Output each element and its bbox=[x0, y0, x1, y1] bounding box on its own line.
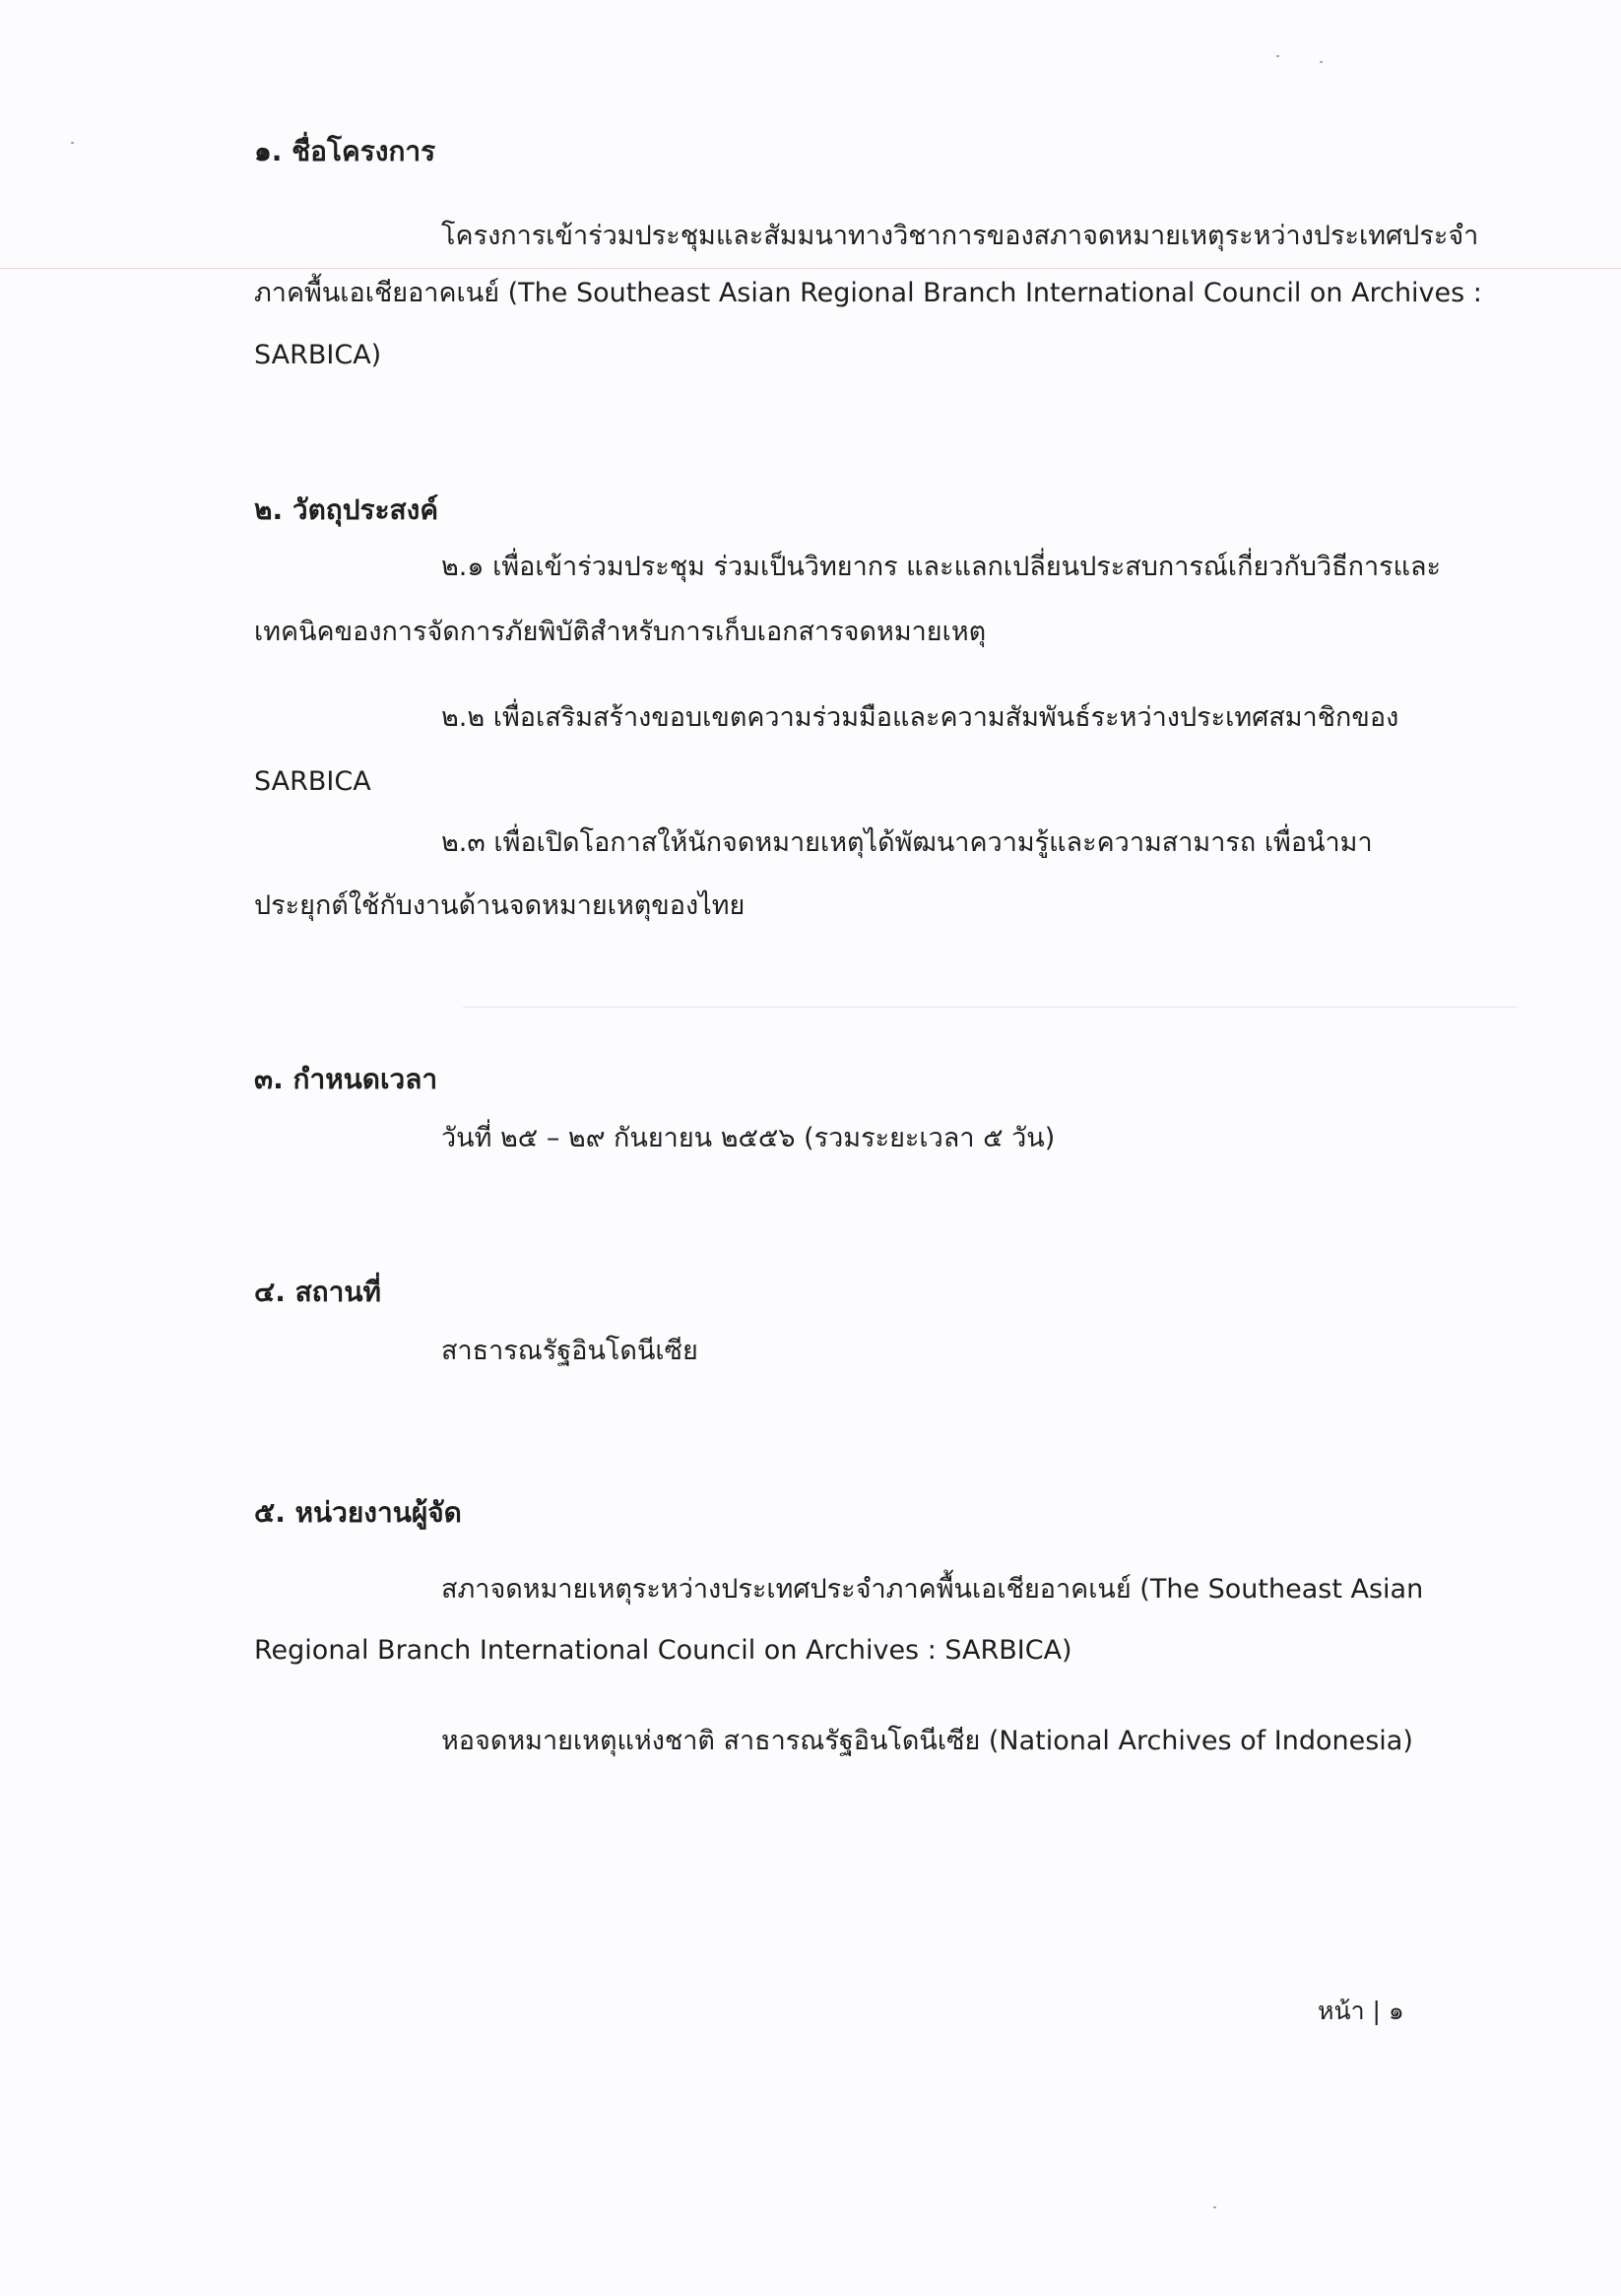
section-1-line-1: โครงการเข้าร่วมประชุมและสัมมนาทางวิชาการของสภาจดหมายเหตุระหว่างประเทศประจำ bbox=[441, 221, 1479, 251]
scan-artifact-rule bbox=[463, 1007, 1517, 1008]
scan-speck bbox=[1320, 61, 1323, 63]
objective-3-line-2: ประยุกต์ใช้กับงานด้านจดหมายเหตุของไทย bbox=[254, 890, 746, 921]
objective-1-line-2: เทคนิคของการจัดการภัยพิบัติสำหรับการเก็บเอกสารจดหมายเหตุ bbox=[254, 617, 987, 647]
section-3-line-1: วันที่ ๒๕ – ๒๙ กันยายน ๒๕๕๖ (รวมระยะเวลา ๕ วัน) bbox=[441, 1123, 1056, 1153]
scan-speck bbox=[71, 142, 74, 144]
section-3-heading: ๓. กำหนดเวลา bbox=[254, 1063, 438, 1095]
section-4-line-1: สาธารณรัฐอินโดนีเซีย bbox=[441, 1336, 698, 1366]
section-2-heading: ๒. วัตถุประสงค์ bbox=[254, 493, 439, 526]
section-5-line-2: Regional Branch International Council on Archives : SARBICA) bbox=[254, 1635, 1072, 1666]
section-1-heading: ๑. ชื่อโครงการ bbox=[254, 135, 436, 167]
page-number: หน้า | ๑ bbox=[1318, 1997, 1404, 2025]
section-5-heading: ๕. หน่วยงานผู้จัด bbox=[254, 1496, 462, 1529]
section-5-line-1: สภาจดหมายเหตุระหว่างประเทศประจำภาคพื้นเอเชียอาคเนย์ (The Southeast Asian bbox=[441, 1574, 1424, 1605]
scan-speck bbox=[1213, 2206, 1216, 2208]
objective-1-line-1: ๒.๑ เพื่อเข้าร่วมประชุม ร่วมเป็นวิทยากร และแลกเปลี่ยนประสบการณ์เกี่ยวกับวิธีการและ bbox=[441, 552, 1442, 582]
scan-artifact-line bbox=[0, 268, 1621, 269]
section-4-heading: ๔. สถานที่ bbox=[254, 1276, 381, 1308]
scan-speck bbox=[1276, 55, 1279, 57]
objective-3-line-1: ๒.๓ เพื่อเปิดโอกาสให้นักจดหมายเหตุได้พัฒนาความรู้และความสามารถ เพื่อนำมา bbox=[441, 827, 1373, 858]
objective-2-line-2: SARBICA bbox=[254, 766, 371, 797]
objective-2-line-1: ๒.๒ เพื่อเสริมสร้างขอบเขตความร่วมมือและความสัมพันธ์ระหว่างประเทศสมาชิกของ bbox=[441, 702, 1399, 733]
section-5-line-3: หอจดหมายเหตุแห่งชาติ สาธารณรัฐอินโดนีเซีย (National Archives of Indonesia) bbox=[441, 1726, 1413, 1756]
section-1-line-3: SARBICA) bbox=[254, 340, 382, 370]
section-1-line-2: ภาคพื้นเอเชียอาคเนย์ (The Southeast Asian Regional Branch International Council on Archives : bbox=[254, 278, 1482, 308]
